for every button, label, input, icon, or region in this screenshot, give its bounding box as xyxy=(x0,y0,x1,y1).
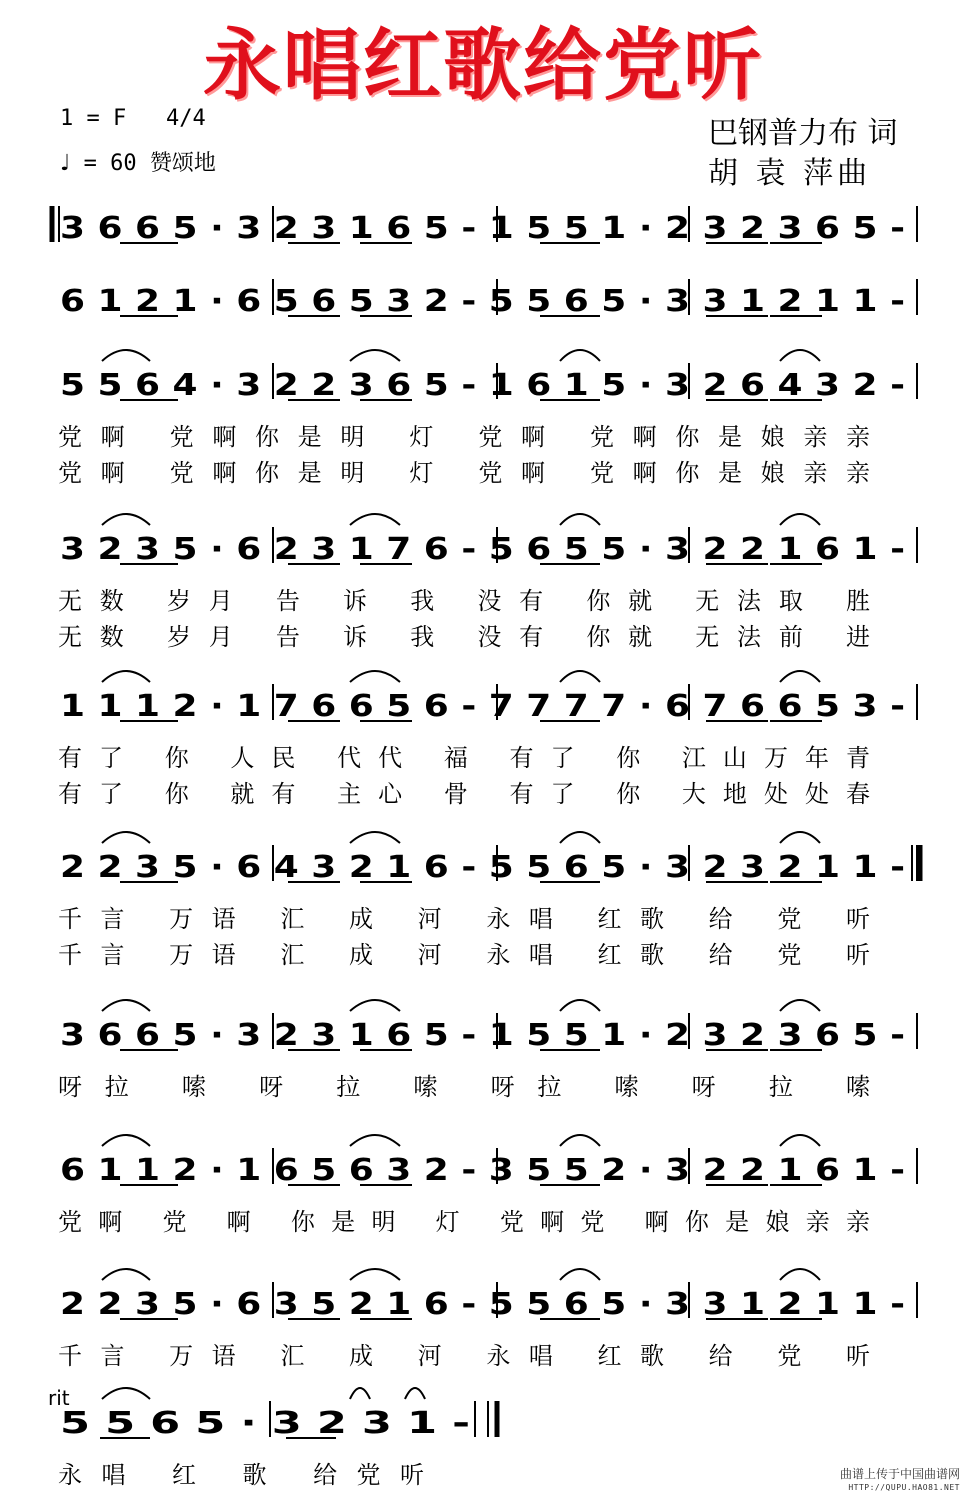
lyric-line: 党啊 党 啊 你是明 灯 党啊党 啊你是娘亲亲 xyxy=(58,1208,870,1236)
slur-arc xyxy=(560,1135,600,1146)
watermark-url: HTTP://QUPU.HAO81.NET xyxy=(848,1483,960,1492)
lyric-line: 千言 万语 汇 成 河 永唱 红歌 给 党 听 xyxy=(58,941,870,969)
slur-arc xyxy=(780,832,820,843)
note-row: 1 1 1 2 · 1 7 6 6 5 6 - 7 7 7 7 · 6 7 6 6 5 3 - xyxy=(60,689,905,724)
note-row: 3 2 3 5 · 6 2 3 1 7 6 - 5 6 5 5 · 3 2 2 1 6 1 - xyxy=(60,532,905,567)
lyric-line: 有了 你 人民 代代 福 有了 你 江山万年青 xyxy=(58,744,870,772)
slur-arc xyxy=(102,1000,150,1011)
lyric-line: 千言 万语 汇 成 河 永唱 红歌 给 党 听 xyxy=(58,905,870,933)
watermark xyxy=(840,1468,960,1494)
note-row: 6 1 1 2 · 1 6 5 6 3 2 - 3 5 5 2 · 3 2 2 1 6 1 - xyxy=(60,1153,905,1188)
slur-arc xyxy=(350,350,400,361)
slur-arc xyxy=(102,832,150,843)
composer-credit: 胡 袁 萍曲 xyxy=(708,156,872,191)
slur-arc xyxy=(780,350,820,361)
tempo-expression: 赞颂地 xyxy=(149,151,216,176)
note-row: 5 5 6 5 · 3 2 3 1 - xyxy=(60,1406,470,1441)
note-row: 2 2 3 5 · 6 3 5 2 1 6 - 5 5 6 5 · 3 3 1 2 1 1 - xyxy=(60,1287,905,1322)
lyric-line: 党啊 党啊你是明 灯 党啊 党啊你是娘亲亲 xyxy=(58,423,870,451)
slur-arc xyxy=(350,1269,400,1280)
key-label: 1 = F xyxy=(60,106,127,131)
slur-arc xyxy=(560,832,600,843)
lyric-line: 千言 万语 汇 成 河 永唱 红歌 给 党 听 xyxy=(58,1342,870,1370)
slur-arc xyxy=(102,1269,150,1280)
slur-arc xyxy=(350,832,400,843)
slur-arc xyxy=(405,1388,425,1399)
rit-marking: rit xyxy=(48,1386,70,1410)
slur-arc xyxy=(560,350,600,361)
slur-arc xyxy=(560,1269,600,1280)
slur-arc xyxy=(780,1135,820,1146)
slur-arc xyxy=(350,1000,400,1011)
note-row: 3 6 6 5 · 3 2 3 1 6 5 - 1 5 5 1 · 2 3 2 3 6 5 - xyxy=(60,211,905,246)
slur-arc xyxy=(350,671,400,682)
slur-arc xyxy=(780,1000,820,1011)
slur-arc xyxy=(102,350,150,361)
time-signature: 4/4 xyxy=(165,106,206,131)
lyric-line: 无数 岁月 告 诉 我 没有 你就 无法取 胜 xyxy=(58,587,871,615)
note-row: 2 2 3 5 · 6 4 3 2 1 6 - 5 5 6 5 · 3 2 3 2 1 1 - xyxy=(60,850,905,885)
lyric-line: 呀拉 嗦 呀 拉 嗦 呀拉 嗦 呀 拉 嗦 xyxy=(58,1073,870,1101)
slur-arc xyxy=(780,671,820,682)
lyric-line: 无数 岁月 告 诉 我 没有 你就 无法前 进 xyxy=(58,623,871,651)
quarter-note-icon: ♩ xyxy=(60,151,71,176)
lyricist-credit: 巴钢普力布 词 xyxy=(708,116,898,151)
song-title: 永唱红歌给党听 xyxy=(202,21,763,111)
tempo-value: = 60 xyxy=(83,151,137,176)
slur-arc xyxy=(560,514,600,525)
slur-arc xyxy=(560,1000,600,1011)
slur-arc xyxy=(350,1388,370,1399)
slur-arc xyxy=(350,1135,400,1146)
note-row: 6 1 2 1 · 6 5 6 5 3 2 - 5 5 6 5 · 3 3 1 2 1 1 - xyxy=(60,284,905,319)
slur-arc xyxy=(780,1269,820,1280)
slur-arc xyxy=(350,514,400,525)
slur-arc xyxy=(780,514,820,525)
slur-arc xyxy=(102,1135,150,1146)
slur-arc xyxy=(102,1388,150,1399)
note-row: 5 5 6 4 · 3 2 2 3 6 5 - 1 6 1 5 · 3 2 6 4 3 2 - xyxy=(60,368,905,403)
note-row: 3 6 6 5 · 3 2 3 1 6 5 - 1 5 5 1 · 2 3 2 3 6 5 - xyxy=(60,1018,905,1053)
slur-arc xyxy=(102,671,150,682)
slur-arc xyxy=(560,671,600,682)
lyric-line: 有了 你 就有 主心 骨 有了 你 大地处处春 xyxy=(58,780,870,808)
lyric-line: 党啊 党啊你是明 灯 党啊 党啊你是娘亲亲 xyxy=(58,459,870,487)
slur-arc xyxy=(102,514,150,525)
watermark-text: 曲谱上传于中国曲谱网 xyxy=(839,1467,960,1481)
lyric-line: 永唱 红 歌 给党听 xyxy=(58,1461,424,1489)
